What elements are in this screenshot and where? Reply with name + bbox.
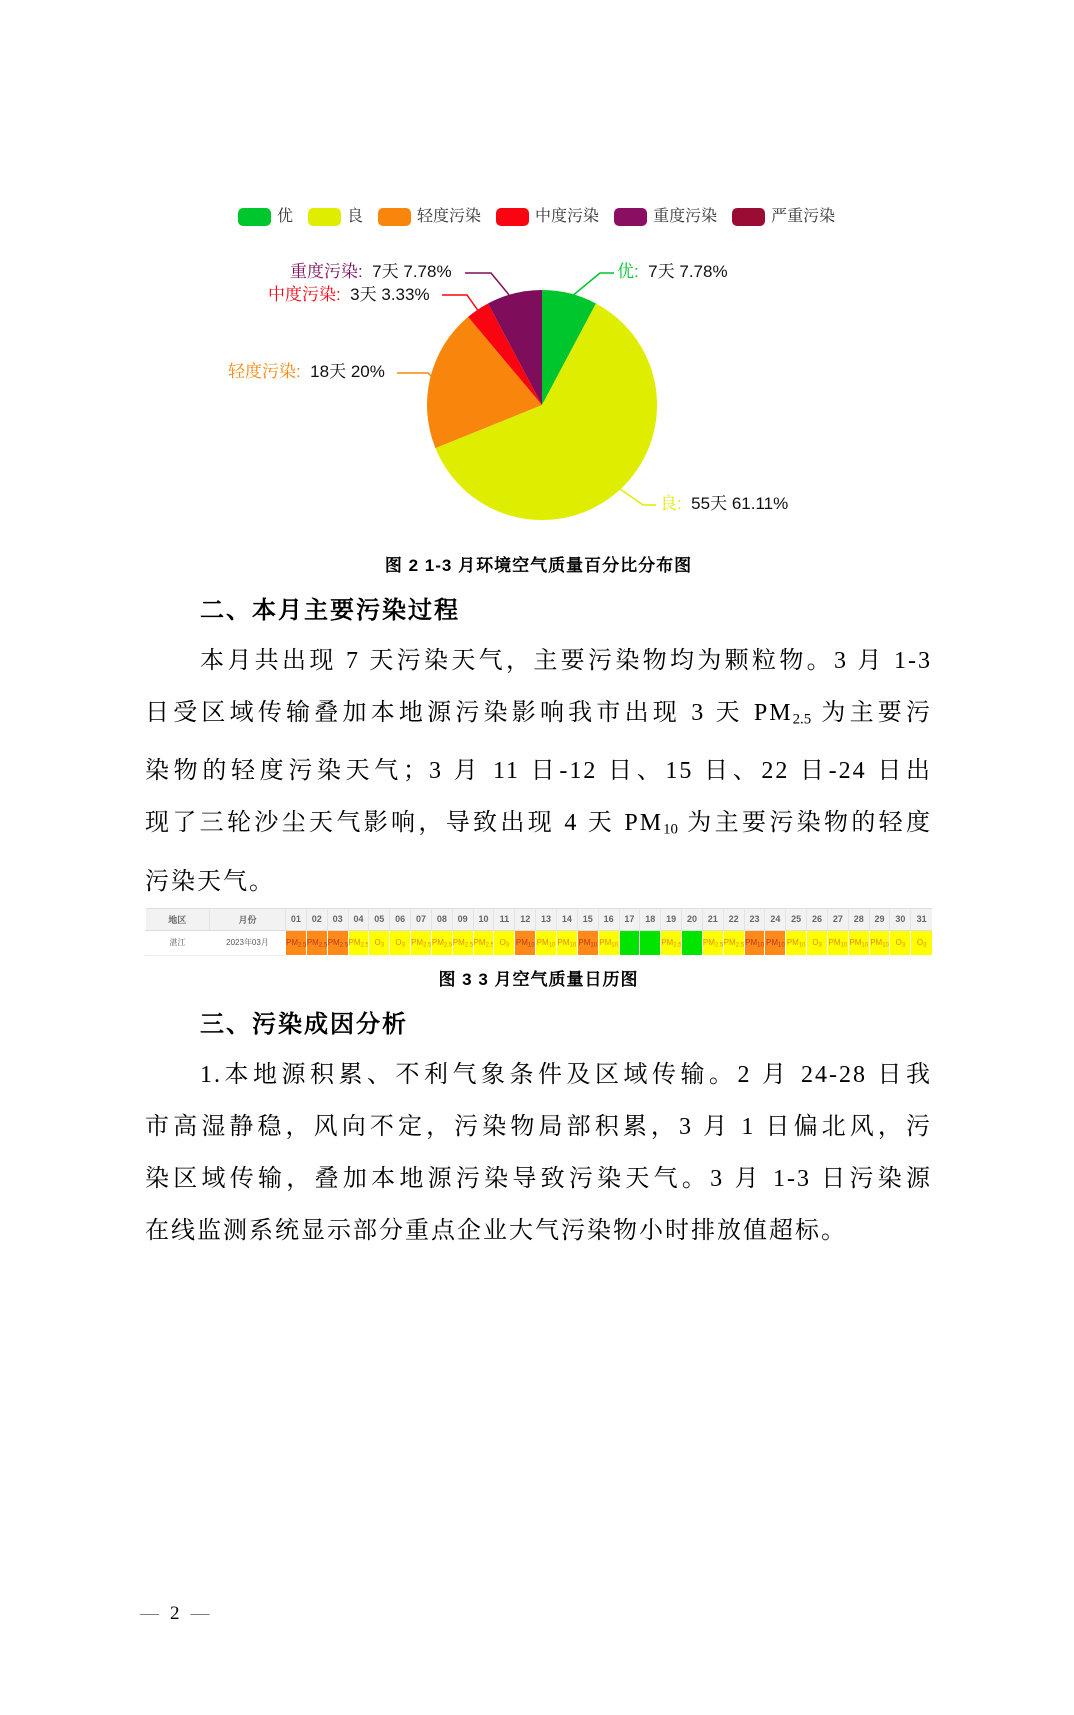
calendar-data-row xyxy=(146,930,933,955)
calendar-day-22: $PM_{2.5}$ xyxy=(723,930,744,955)
pie-label-moderate xyxy=(268,285,430,305)
pie-label-name-good: 良: xyxy=(660,494,682,513)
footer-dash-left: — xyxy=(140,1603,159,1624)
calendar-day-02: $PM_{2.5}$ xyxy=(306,930,327,955)
calendar-day-31: $O_3$ xyxy=(911,930,932,955)
calendar-header-day-22: 22 xyxy=(723,908,744,930)
calendar-header-day-18: 18 xyxy=(640,908,661,930)
calendar-header-day-10: 10 xyxy=(473,908,494,930)
pie-label-value-heavy: 7天 7.78% xyxy=(362,262,452,281)
legend-label-moderate: 中度污染 xyxy=(535,208,600,225)
calendar-header-day-13: 13 xyxy=(536,908,557,930)
calendar-header-row xyxy=(146,908,933,930)
para2-line-4: 在线监测系统显示部分重点企业大气污染物小时排放值超标。 xyxy=(145,1217,847,1244)
calendar-day-18 xyxy=(640,930,661,955)
pie-label-value-excellent: 7天 7.78% xyxy=(638,262,728,281)
calendar-region-cell: 湛江 xyxy=(146,930,210,955)
calendar-header-day-08: 08 xyxy=(431,908,452,930)
para2-line-2: 市高湿静稳，风向不定，污染物局部积累，3 月 1 日偏北风，污 xyxy=(145,1113,932,1140)
pie-leader-good xyxy=(620,489,656,505)
section3-paragraph xyxy=(145,1049,932,1257)
calendar-header-day-17: 17 xyxy=(619,908,640,930)
para1-line-1: 本月共出现 7 天污染天气，主要污染物均为颗粒物。3 月 1-3 xyxy=(200,648,932,674)
calendar-header-region: 地区 xyxy=(146,908,210,930)
calendar-header-day-02: 02 xyxy=(306,908,327,930)
calendar-day-07: $PM_{2.5}$ xyxy=(411,930,432,955)
calendar-header-day-24: 24 xyxy=(765,908,786,930)
footer-page-number: 2 xyxy=(170,1603,180,1624)
calendar-day-20 xyxy=(682,930,703,955)
calendar-day-04: $PM_{2.5}$ xyxy=(348,930,369,955)
pie-leader-excellent xyxy=(571,273,614,297)
pie-label-heavy xyxy=(290,262,452,282)
calendar-day-08: $PM_{2.5}$ xyxy=(431,930,452,955)
calendar-header-day-21: 21 xyxy=(702,908,723,930)
calendar-header-day-28: 28 xyxy=(848,908,869,930)
aqi-pie-chart xyxy=(145,195,932,547)
calendar-day-03: $PM_{2.5}$ xyxy=(327,930,348,955)
calendar-day-26: $O_3$ xyxy=(807,930,828,955)
section3-heading: 三、污染成因分析 xyxy=(200,1010,408,1038)
calendar-header-day-30: 30 xyxy=(890,908,911,930)
para1-line-4: 现了三轮沙尘天气影响，导致出现 4 天 $PM_{10}$ 为主要污染物的轻度 xyxy=(145,810,933,838)
para1-line-2: 日受区域传输叠加本地源污染影响我市出现 3 天 $PM_{2.5}$ 为主要污 xyxy=(145,700,933,728)
calendar-day-19: $PM_{2.5}$ xyxy=(661,930,682,955)
calendar-header-day-04: 04 xyxy=(348,908,369,930)
page-number xyxy=(140,1603,210,1625)
calendar-header-day-29: 29 xyxy=(869,908,890,930)
calendar-header-day-20: 20 xyxy=(682,908,703,930)
calendar-day-16: $PM_{10}$ xyxy=(598,930,619,955)
calendar-header-day-14: 14 xyxy=(556,908,577,930)
section2-paragraph xyxy=(145,635,932,908)
calendar-day-05: $O_3$ xyxy=(369,930,390,955)
legend-label-severe: 严重污染 xyxy=(771,208,836,225)
calendar-header-day-03: 03 xyxy=(327,908,348,930)
pie-label-good xyxy=(660,494,788,514)
calendar-header-day-12: 12 xyxy=(515,908,536,930)
calendar-day-13: $PM_{10}$ xyxy=(536,930,557,955)
legend-label-excellent: 优 xyxy=(277,208,294,225)
calendar-header-day-11: 11 xyxy=(494,908,515,930)
calendar-day-10: $PM_{2.5}$ xyxy=(473,930,494,955)
calendar-day-01: $PM_{2.5}$ xyxy=(286,930,307,955)
calendar-day-25: $PM_{10}$ xyxy=(786,930,807,955)
calendar-day-15: $PM_{10}$ xyxy=(577,930,598,955)
calendar-header-day-27: 27 xyxy=(827,908,848,930)
calendar-day-17 xyxy=(619,930,640,955)
pie-label-name-moderate: 中度污染: xyxy=(268,285,341,304)
para2-line-3: 染区域传输，叠加本地源污染导致污染天气。3 月 1-3 日污染源 xyxy=(145,1165,932,1192)
pie-label-excellent xyxy=(617,262,728,282)
calendar-header-day-19: 19 xyxy=(661,908,682,930)
calendar-day-29: $PM_{10}$ xyxy=(869,930,890,955)
pie-label-value-moderate: 3天 3.33% xyxy=(340,285,430,304)
footer-dash-right: — xyxy=(190,1603,210,1624)
figure3-caption: 图 3 3 月空气质量日历图 xyxy=(438,969,639,989)
calendar-header-day-16: 16 xyxy=(598,908,619,930)
calendar-day-23: $PM_{10}$ xyxy=(744,930,765,955)
pie-label-light xyxy=(228,362,385,382)
calendar-header-day-15: 15 xyxy=(577,908,598,930)
legend-label-heavy: 重度污染 xyxy=(653,208,718,225)
para2-line-1: 1.本地源积累、不利气象条件及区域传输。2 月 24-28 日我 xyxy=(200,1061,932,1088)
calendar-month-cell: 2023年03月 xyxy=(210,930,286,955)
calendar-day-14: $PM_{10}$ xyxy=(556,930,577,955)
calendar-day-12: $PM_{10}$ xyxy=(515,930,536,955)
calendar-day-06: $O_3$ xyxy=(390,930,411,955)
pie-label-name-light: 轻度污染: xyxy=(228,362,301,381)
aqi-calendar-table xyxy=(145,908,932,956)
calendar-header-day-31: 31 xyxy=(911,908,932,930)
pie-label-value-good: 55天 61.11% xyxy=(681,494,789,513)
calendar-day-30: $O_3$ xyxy=(890,930,911,955)
calendar-day-11: $O_3$ xyxy=(494,930,515,955)
legend-label-light: 轻度污染 xyxy=(417,208,482,225)
figure2-caption: 图 2 1-3 月环境空气质量百分比分布图 xyxy=(384,556,693,575)
calendar-day-09: $PM_{2.5}$ xyxy=(452,930,473,955)
para1-line-5: 污染天气。 xyxy=(145,868,275,895)
calendar-header-month: 月份 xyxy=(210,908,286,930)
para1-line-3: 染物的轻度污染天气；3 月 11 日-12 日、15 日、22 日-24 日出 xyxy=(145,758,932,785)
calendar-header-day-01: 01 xyxy=(286,908,307,930)
calendar-day-21: $PM_{2.5}$ xyxy=(702,930,723,955)
calendar-header-day-07: 07 xyxy=(411,908,432,930)
calendar-header-day-06: 06 xyxy=(390,908,411,930)
document-page xyxy=(145,195,932,1257)
calendar-header-day-26: 26 xyxy=(807,908,828,930)
calendar-header-day-25: 25 xyxy=(786,908,807,930)
pie-label-value-light: 18天 20% xyxy=(300,362,385,381)
calendar-day-24: $PM_{10}$ xyxy=(765,930,786,955)
pie-label-name-heavy: 重度污染: xyxy=(290,262,363,281)
calendar-day-27: $PM_{10}$ xyxy=(827,930,848,955)
calendar-header-day-23: 23 xyxy=(744,908,765,930)
section2-heading: 二、本月主要污染过程 xyxy=(200,597,460,624)
pie-label-name-excellent: 优: xyxy=(617,262,639,281)
calendar-day-28: $PM_{10}$ xyxy=(848,930,869,955)
calendar-header-day-09: 09 xyxy=(452,908,473,930)
calendar-header-day-05: 05 xyxy=(369,908,390,930)
legend-label-good: 良 xyxy=(347,208,364,225)
